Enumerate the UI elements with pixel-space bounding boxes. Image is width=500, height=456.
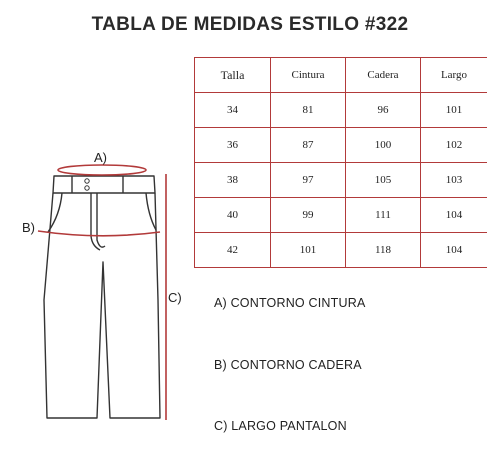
table-cell: 96 <box>346 93 421 128</box>
table-cell: 105 <box>346 163 421 198</box>
table-cell: 104 <box>421 198 488 233</box>
waistband <box>53 176 155 193</box>
header-largo: Largo <box>421 58 488 93</box>
table-cell: 111 <box>346 198 421 233</box>
table-cell: 118 <box>346 233 421 268</box>
table-cell: 40 <box>195 198 271 233</box>
table-row <box>195 233 488 268</box>
table-row <box>195 93 488 128</box>
table-cell: 97 <box>271 163 346 198</box>
table-cell: 104 <box>421 233 488 268</box>
header-talla: Talla <box>195 58 271 93</box>
table-cell: 103 <box>421 163 488 198</box>
table-cell: 34 <box>195 93 271 128</box>
label-b: B) <box>22 220 35 235</box>
table-cell: 101 <box>271 233 346 268</box>
page-title: TABLA DE MEDIDAS ESTILO #322 <box>91 14 409 35</box>
legend-length: C) LARGO PANTALON <box>214 419 347 433</box>
header-cintura: Cintura <box>271 58 346 93</box>
table-cell: 36 <box>195 128 271 163</box>
hip-measure-line <box>38 231 160 236</box>
waist-measure-line <box>58 165 146 175</box>
legend-waist: A) CONTORNO CINTURA <box>214 296 366 310</box>
size-table <box>194 57 487 268</box>
label-a: A) <box>94 150 107 165</box>
table-row <box>195 128 488 163</box>
table-cell: 99 <box>271 198 346 233</box>
label-c: C) <box>168 290 182 305</box>
table-cell: 102 <box>421 128 488 163</box>
table-cell: 87 <box>271 128 346 163</box>
table-cell: 100 <box>346 128 421 163</box>
table-row <box>195 163 488 198</box>
table-cell: 101 <box>421 93 488 128</box>
pants-outline <box>44 193 160 418</box>
table-cell: 81 <box>271 93 346 128</box>
header-cadera: Cadera <box>346 58 421 93</box>
table-row <box>195 198 488 233</box>
table-cell: 42 <box>195 233 271 268</box>
table-cell: 38 <box>195 163 271 198</box>
table-header-row <box>195 58 488 93</box>
legend-hip: B) CONTORNO CADERA <box>214 358 362 372</box>
